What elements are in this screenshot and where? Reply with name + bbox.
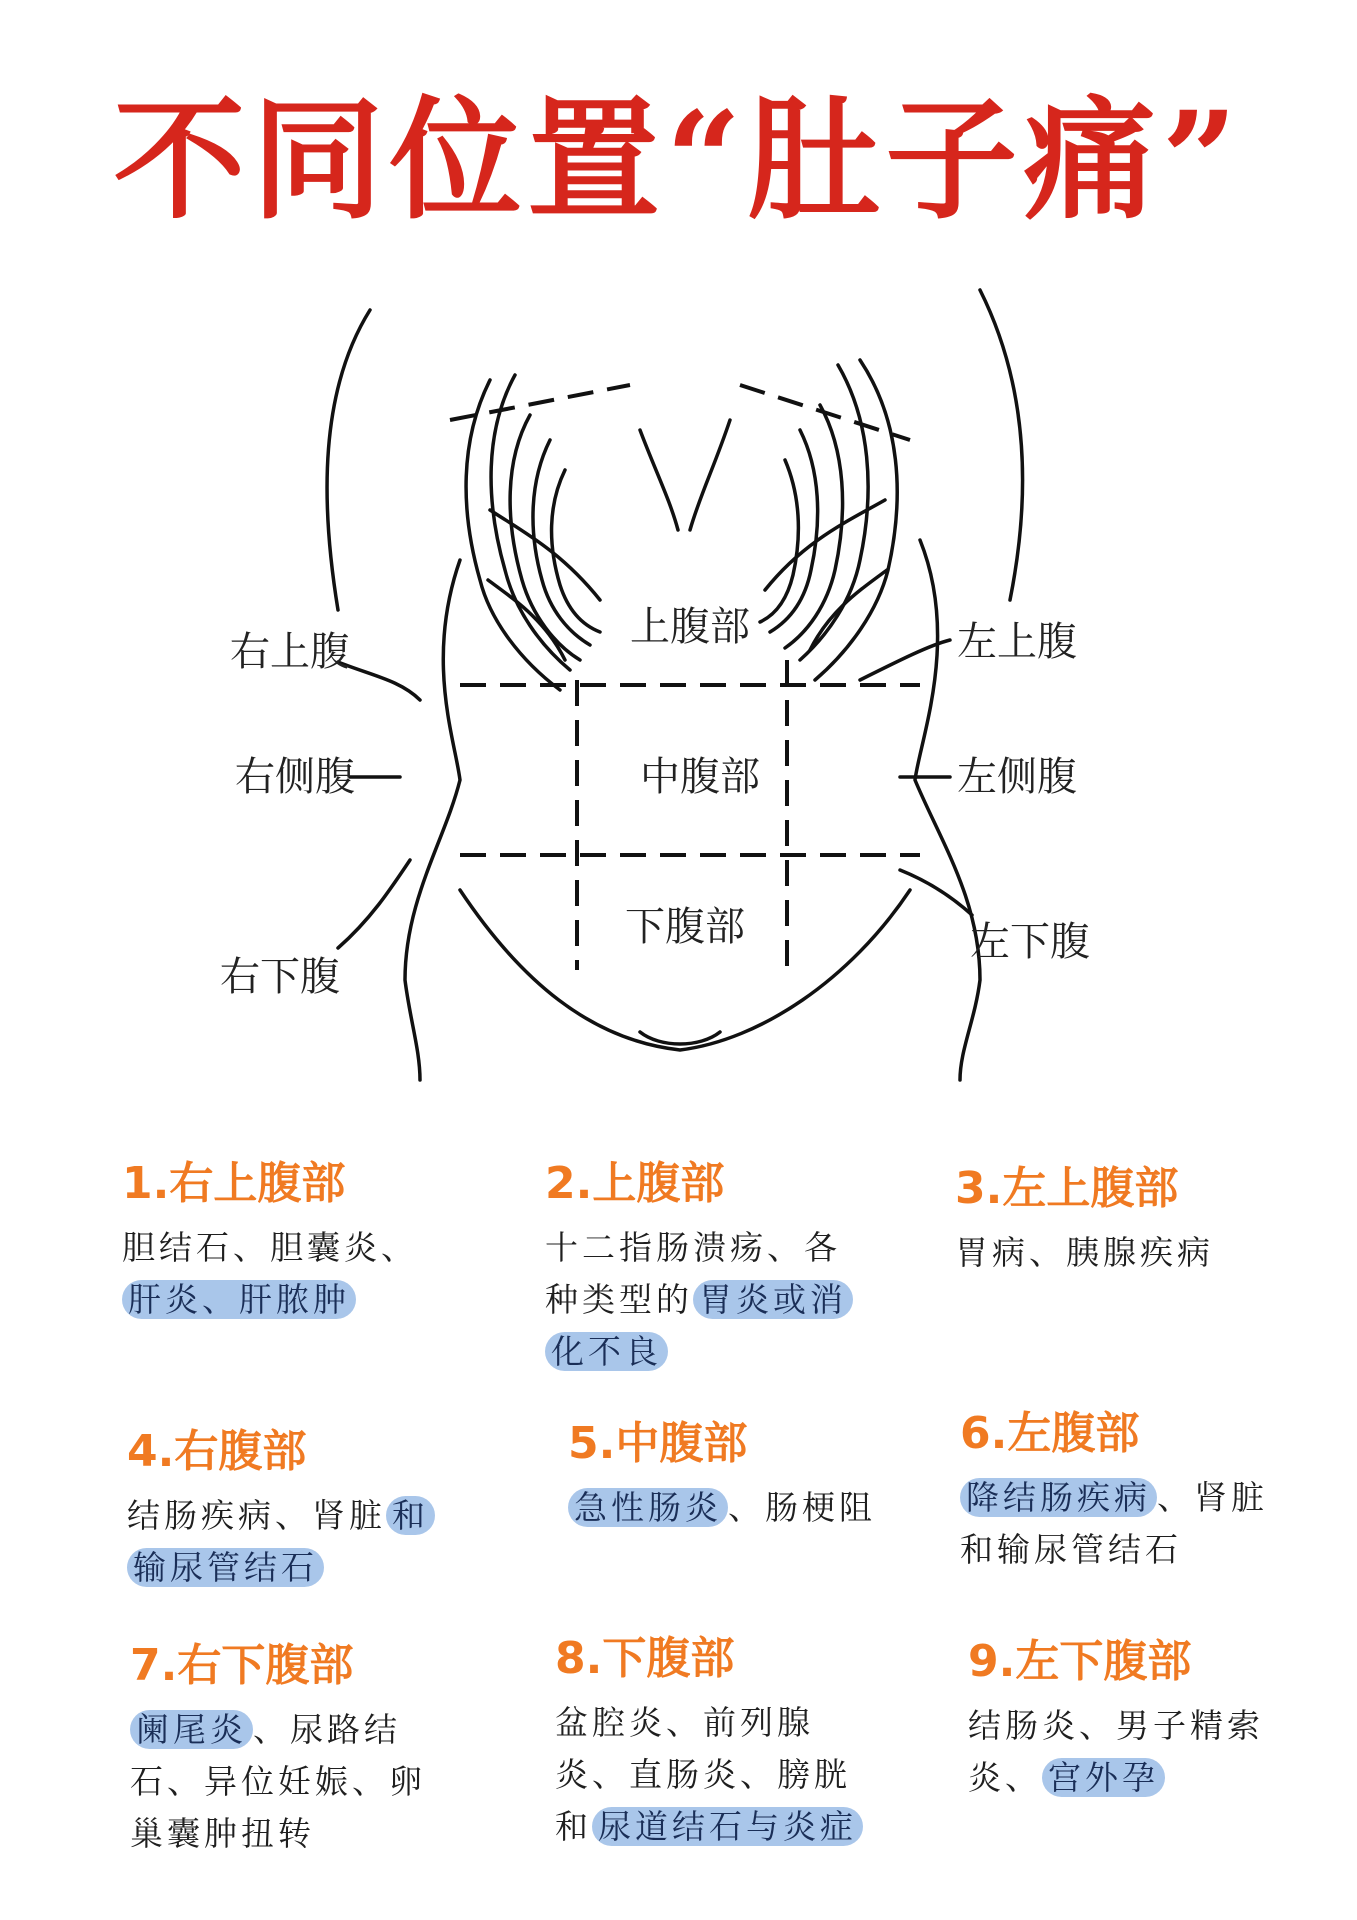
label-left-side: 左侧腹 [957,754,1077,800]
torso-illustration [220,280,1100,1100]
label-upper: 上腹部 [630,604,750,650]
highlight-mark: 降结肠疾病 [960,1478,1157,1517]
section-text: 阑尾炎 、尿路结石、异位妊娠、卵巢囊肿扭转 [130,1710,426,1854]
section-title: 5.中腹部 [568,1418,748,1469]
label-lower: 下腹部 [625,904,745,950]
highlight-mark: 胃炎或消化不良 [545,1280,853,1371]
highlight-mark: 肝炎、肝脓肿 [122,1280,356,1319]
section-title: 8.下腹部 [555,1633,735,1684]
section-title: 4.右腹部 [127,1426,307,1477]
left-arm-outline [980,290,1022,600]
leader-right-lower [338,860,410,948]
label-right-upper: 右上腹 [230,629,350,675]
section-left-lower [968,1638,1298,1804]
label-left-lower: 左下腹 [970,919,1090,965]
section-title: 1.右上腹部 [122,1158,346,1209]
section-right [127,1428,457,1594]
section-left-upper [955,1165,1285,1279]
label-right-lower: 右下腹 [220,954,340,1000]
section-middle [568,1420,898,1534]
section-text: 降结肠疾病 、肾脏和输尿管结石 [960,1478,1268,1570]
label-left-upper: 左上腹 [957,619,1077,665]
leader-right-upper [338,662,420,700]
section-right-lower [130,1642,460,1860]
navel-curve [640,1032,720,1044]
section-title: 3.左上腹部 [955,1163,1179,1214]
section-text: 结肠炎、男子精索炎、 宫外孕 [968,1706,1264,1798]
highlight-mark: 阑尾炎 [130,1710,253,1749]
section-title: 7.右下腹部 [130,1640,354,1691]
section-text: 盆腔炎、前列腺炎、直肠炎、膀胱和 尿道结石与炎症 [555,1697,885,1853]
section-title: 9.左下腹部 [968,1636,1192,1687]
section-text: 结肠疾病、肾脏 和输尿管结石 [127,1490,457,1594]
section-title: 2.上腹部 [545,1158,725,1209]
section-left [960,1410,1290,1576]
abdomen-region-diagram [220,280,1100,1100]
page-title: 不同位置“肚子痛” [113,83,1244,238]
section-lower [555,1635,885,1853]
right-body-outline [405,560,460,1080]
highlight-mark: 急性肠炎 [568,1488,728,1527]
section-text: 十二指肠溃疡、各种类型的 胃炎或消化不良 [545,1222,875,1378]
section-text: 急性肠炎 、肠梗阻 [568,1482,898,1534]
section-right-upper [122,1160,452,1326]
highlight-mark: 宫外孕 [1042,1758,1165,1797]
section-text: 胃病、胰腺疾病 [955,1233,1214,1273]
section-text: 胆结石、胆囊炎、肝炎、肝脓肿 [122,1228,418,1320]
highlight-mark: 和输尿管结石 [127,1496,435,1587]
highlight-mark: 尿道结石与炎症 [592,1807,863,1846]
leader-left-lower [900,870,972,915]
label-right-side: 右侧腹 [235,754,355,800]
right-arm-outline [327,310,370,610]
section-upper [545,1160,875,1378]
label-middle: 中腹部 [640,754,760,800]
section-title: 6.左腹部 [960,1408,1140,1459]
